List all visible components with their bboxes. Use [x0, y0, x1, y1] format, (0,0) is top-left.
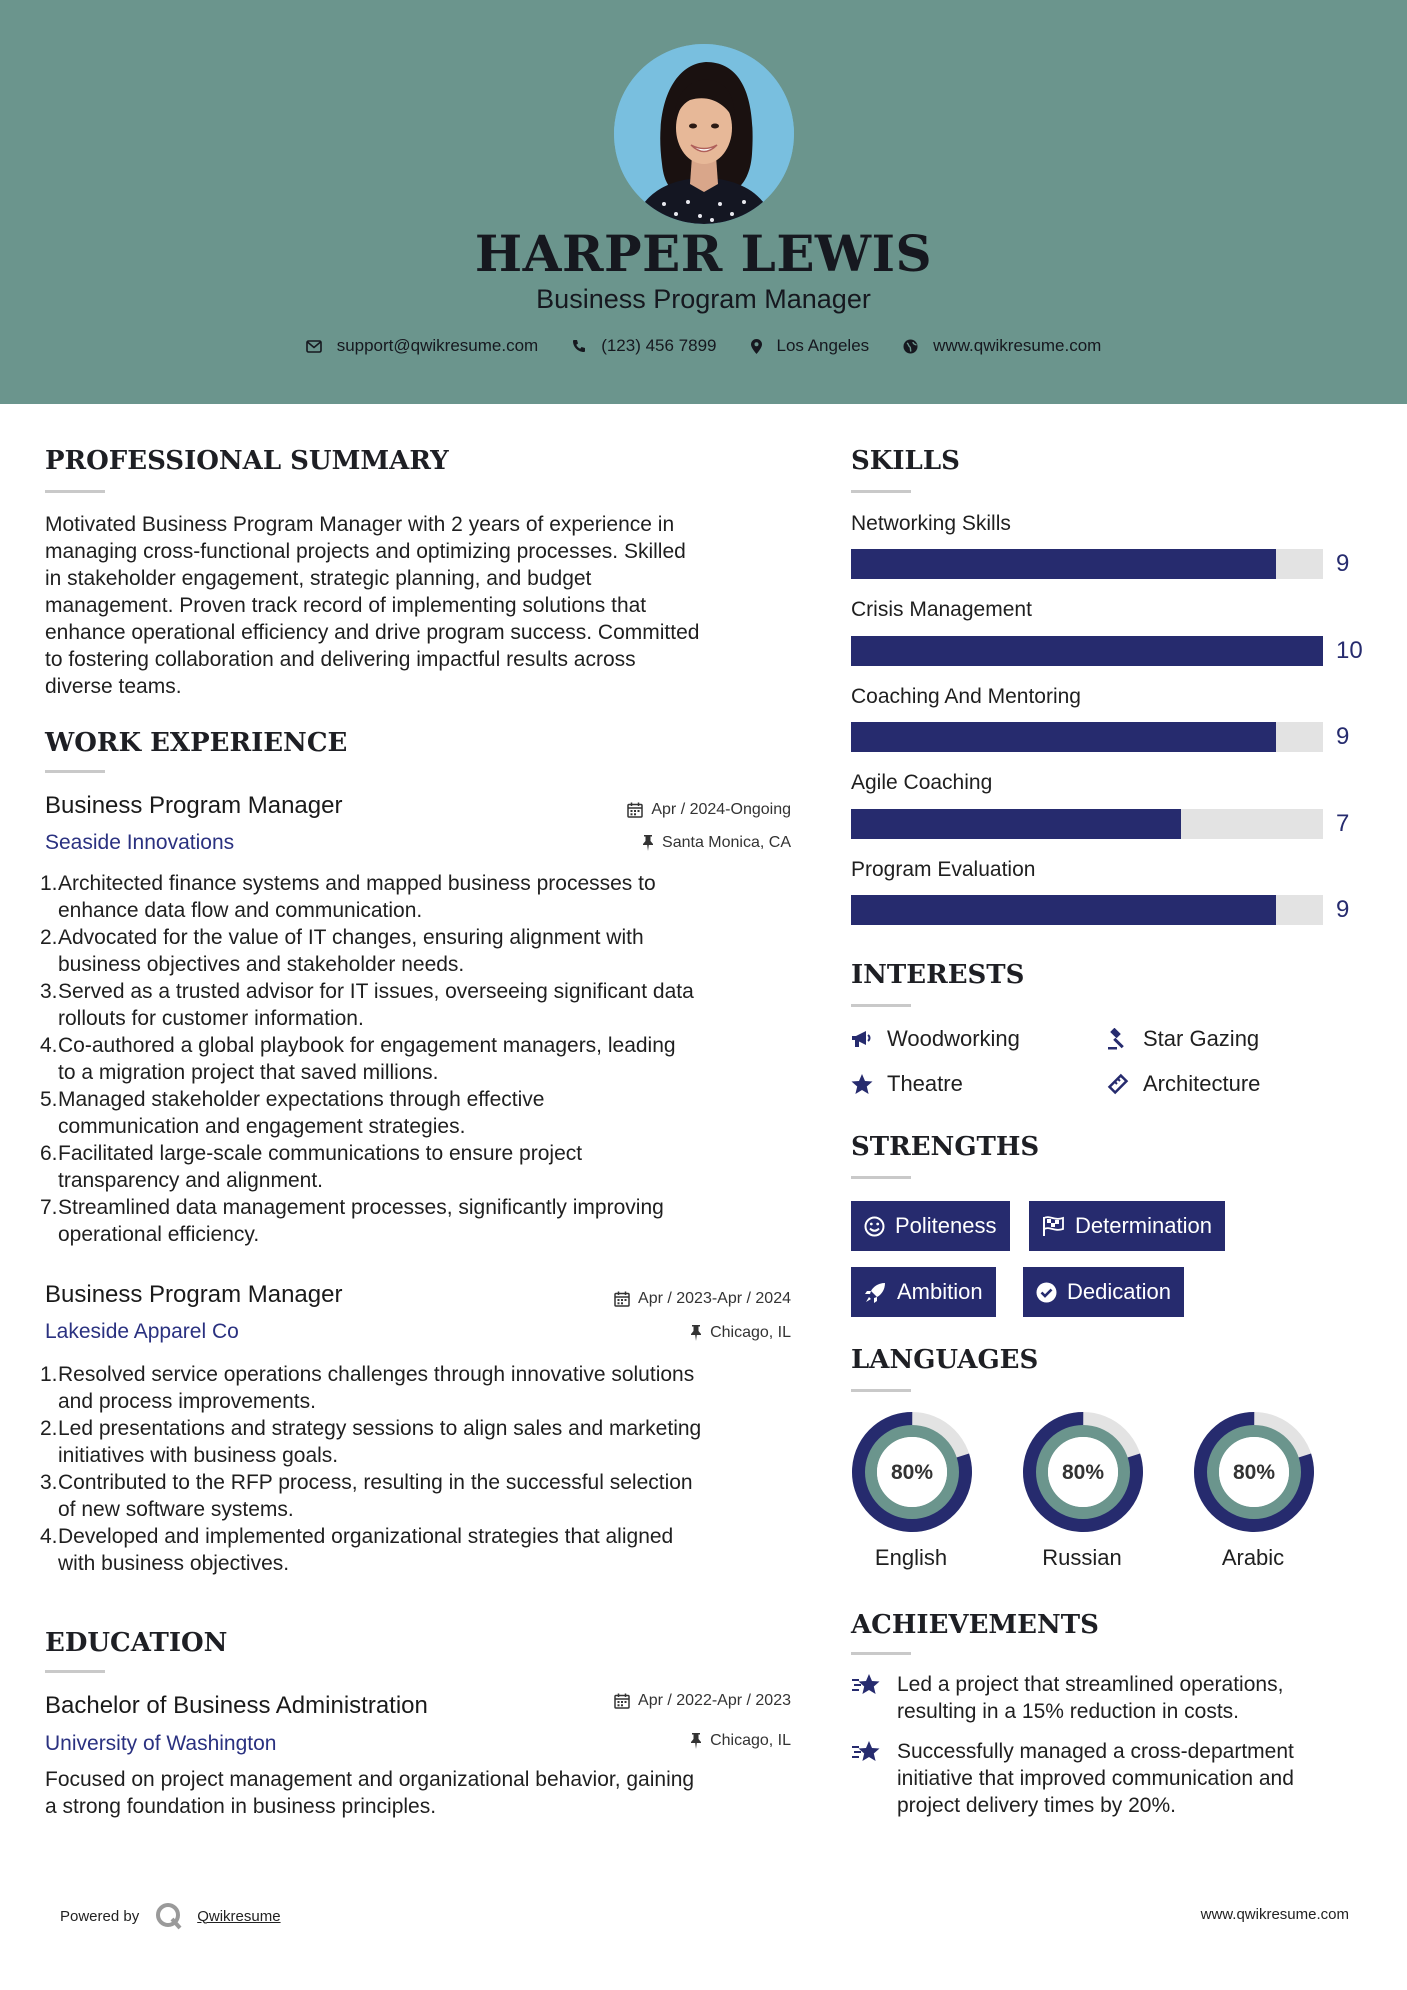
skill-bar-fill	[851, 549, 1276, 579]
envelope-icon	[306, 340, 322, 353]
contact-row	[0, 336, 1407, 356]
education-heading: EDUCATION	[45, 1628, 228, 1658]
qwikresume-link[interactable]: Qwikresume	[197, 1907, 281, 1925]
location-text: Los Angeles	[776, 336, 870, 355]
interests-rule	[851, 1004, 911, 1007]
skill-bar-fill	[851, 722, 1276, 752]
education-line: a strong foundation in business principles.	[45, 1795, 437, 1818]
skill-bar-track	[851, 809, 1323, 839]
job-2-dates-text: Apr / 2023-Apr / 2024	[638, 1290, 791, 1307]
skill-value: 9	[1336, 723, 1350, 750]
education-degree: Bachelor of Business Administration	[45, 1692, 428, 1719]
education-text	[45, 1766, 805, 1820]
education-location	[690, 1732, 791, 1750]
interests-heading: INTERESTS	[851, 960, 1025, 990]
achievements-heading: ACHIEVEMENTS	[851, 1610, 1099, 1640]
smile-icon	[864, 1216, 885, 1237]
summary-rule	[45, 490, 105, 493]
strength-politeness	[851, 1201, 1010, 1251]
rocket-icon	[864, 1281, 887, 1304]
interest-star-gazing	[1107, 1026, 1259, 1052]
contact-phone[interactable]	[572, 336, 716, 356]
job-2-title: Business Program Manager	[45, 1281, 343, 1308]
education-school: University of Washington	[45, 1732, 277, 1755]
job-2-location-text: Chicago, IL	[710, 1324, 791, 1341]
job-2-company: Lakeside Apparel Co	[45, 1320, 239, 1343]
job-1-list	[40, 870, 800, 1248]
gavel-icon	[1107, 1028, 1129, 1050]
interest-label: Star Gazing	[1143, 1026, 1260, 1051]
phone-text: (123) 456 7899	[601, 336, 717, 355]
summary-text	[45, 511, 795, 700]
education-rule	[45, 1670, 105, 1673]
skill-bar-track	[851, 636, 1323, 666]
experience-heading: WORK EXPERIENCE	[45, 728, 348, 758]
candidate-name: HARPER LEWIS	[474, 224, 933, 283]
list-item: 4. Developed and implemented organizational strategies that aligned with business objectives.	[40, 1525, 674, 1575]
ring-label: 80%	[1061, 1461, 1105, 1484]
interest-label: Theatre	[887, 1071, 963, 1096]
list-item: 3. Contributed to the RFP process, resulting in the successful selection of new software systems.	[40, 1471, 693, 1521]
job-1-location	[642, 834, 791, 852]
list-item: 4. Co-authored a global playbook for engagement managers, leading to a migration project that saved millions.	[40, 1034, 676, 1084]
job-2-location	[690, 1324, 791, 1342]
skill-bar-track	[851, 722, 1323, 752]
language-ring-english	[849, 1409, 975, 1535]
strength-determination	[1029, 1201, 1225, 1251]
interest-woodworking	[851, 1026, 1020, 1052]
achievement-text: Successfully managed a cross-department initiative that improved communication and project delivery times by 20%.	[897, 1740, 1294, 1817]
calendar-icon	[627, 802, 643, 818]
ring-label: 80%	[890, 1461, 934, 1484]
education-line: Focused on project management and organizational behavior, gaining	[45, 1768, 695, 1791]
ruler-icon	[1107, 1073, 1129, 1095]
email-text: support@qwikresume.com	[336, 336, 539, 355]
skill-bar-fill	[851, 895, 1276, 925]
skill-bar-fill	[851, 809, 1181, 839]
job-2-list	[40, 1361, 800, 1577]
achievements-rule	[851, 1652, 911, 1655]
skill-name: Crisis Management	[851, 598, 1032, 621]
skill-value: 7	[1336, 810, 1350, 837]
job-1-location-text: Santa Monica, CA	[662, 834, 791, 851]
strengths-heading: STRENGTHS	[851, 1132, 1040, 1162]
strength-label: Politeness	[895, 1213, 997, 1238]
skill-name: Program Evaluation	[851, 858, 1036, 881]
contact-email[interactable]	[306, 336, 539, 356]
contact-website[interactable]	[903, 336, 1101, 356]
list-item: 6. Facilitated large-scale communications to ensure project transparency and alignment.	[40, 1142, 583, 1192]
pushpin-icon	[642, 835, 654, 851]
language-name: Russian	[1042, 1545, 1122, 1570]
phone-icon	[572, 339, 586, 353]
star-icon	[851, 1074, 873, 1095]
footer-site[interactable]: www.qwikresume.com	[1200, 1906, 1349, 1923]
interest-label: Woodworking	[887, 1026, 1020, 1051]
candidate-title: Business Program Manager	[536, 284, 871, 314]
ring-label: 80%	[1232, 1461, 1276, 1484]
language-ring-arabic	[1191, 1409, 1317, 1535]
language-name: English	[874, 1545, 948, 1570]
summary-line: Motivated Business Program Manager with 2 years of experience in	[45, 513, 675, 536]
list-item: 7. Streamlined data management processes, significantly improving operational efficiency.	[40, 1196, 664, 1246]
contact-location	[751, 336, 870, 356]
strength-label: Determination	[1075, 1213, 1212, 1238]
skills-rule	[851, 490, 911, 493]
languages-rule	[851, 1389, 911, 1392]
summary-line: in stakeholder engagement, strategic planning, and budget	[45, 567, 592, 590]
strengths-rule	[851, 1176, 911, 1179]
pushpin-icon	[690, 1733, 702, 1749]
skill-name: Agile Coaching	[851, 771, 993, 794]
qwikresume-logo-icon	[155, 1902, 183, 1930]
summary-line: management. Proven track record of implementing solutions that	[45, 594, 647, 617]
star-badge-icon	[851, 1671, 883, 1697]
calendar-icon	[614, 1693, 630, 1709]
globe-icon	[903, 339, 918, 354]
list-item: 1. Resolved service operations challenges through innovative solutions and process improvements.	[40, 1363, 695, 1413]
interest-architecture	[1107, 1071, 1260, 1097]
summary-line: diverse teams.	[45, 675, 182, 698]
achievement-text: Led a project that streamlined operations, resulting in a 15% reduction in costs.	[897, 1673, 1284, 1723]
list-item: 3. Served as a trusted advisor for IT issues, overseeing significant data rollouts for customer information.	[40, 980, 694, 1030]
skills-heading: SKILLS	[851, 446, 960, 476]
strength-label: Ambition	[897, 1279, 983, 1304]
job-1-dates	[627, 801, 791, 819]
skill-value: 9	[1336, 896, 1350, 923]
powered-by-text: Powered by	[60, 1907, 140, 1925]
strength-dedication	[1023, 1267, 1184, 1317]
list-item: 2. Led presentations and strategy sessions to align sales and marketing initiatives with business goals.	[40, 1417, 702, 1467]
skill-name: Coaching And Mentoring	[851, 685, 1081, 708]
list-item: 1. Architected finance systems and mapped business processes to enhance data flow and communication.	[40, 872, 656, 922]
skill-bar-track	[851, 549, 1323, 579]
skill-bar-fill	[851, 636, 1323, 666]
skill-name: Networking Skills	[851, 512, 1011, 535]
summary-line: to fostering collaboration and delivering impactful results across	[45, 648, 636, 671]
achievement-item	[851, 1671, 1371, 1725]
interest-label: Architecture	[1143, 1071, 1261, 1096]
achievement-item	[851, 1738, 1371, 1819]
calendar-icon	[614, 1291, 630, 1307]
summary-line: enhance operational efficiency and drive program success. Committed	[45, 621, 700, 644]
footer-powered	[60, 1902, 281, 1930]
pushpin-icon	[690, 1325, 702, 1341]
profile-photo	[614, 44, 794, 224]
strength-label: Dedication	[1067, 1279, 1171, 1304]
languages-heading: LANGUAGES	[851, 1345, 1039, 1375]
interest-theatre	[851, 1071, 963, 1097]
job-1-dates-text: Apr / 2024-Ongoing	[651, 801, 791, 818]
education-dates	[614, 1692, 791, 1710]
skill-value: 10	[1336, 637, 1363, 664]
summary-line: managing cross-functional projects and optimizing processes. Skilled	[45, 540, 686, 563]
map-marker-icon	[751, 339, 762, 354]
list-item: 2. Advocated for the value of IT changes, ensuring alignment with business objectives and stakeholder needs.	[40, 926, 644, 976]
strength-ambition	[851, 1267, 996, 1317]
job-1-company: Seaside Innovations	[45, 831, 235, 854]
skill-bar-track	[851, 895, 1323, 925]
education-dates-text: Apr / 2022-Apr / 2023	[638, 1692, 791, 1709]
website-text: www.qwikresume.com	[933, 336, 1102, 355]
list-item: 5. Managed stakeholder expectations through effective communication and engagement strategies.	[40, 1088, 545, 1138]
checkered-flag-icon	[1042, 1216, 1065, 1237]
language-ring-russian	[1020, 1409, 1146, 1535]
check-circle-icon	[1036, 1282, 1057, 1303]
summary-heading: PROFESSIONAL SUMMARY	[45, 446, 449, 476]
language-name: Arabic	[1221, 1545, 1285, 1570]
bullhorn-icon	[851, 1029, 873, 1049]
star-badge-icon	[851, 1738, 883, 1764]
education-location-text: Chicago, IL	[710, 1732, 791, 1749]
experience-rule	[45, 770, 105, 773]
job-2-dates	[614, 1290, 791, 1308]
job-1-title: Business Program Manager	[45, 792, 343, 819]
skill-value: 9	[1336, 550, 1350, 577]
